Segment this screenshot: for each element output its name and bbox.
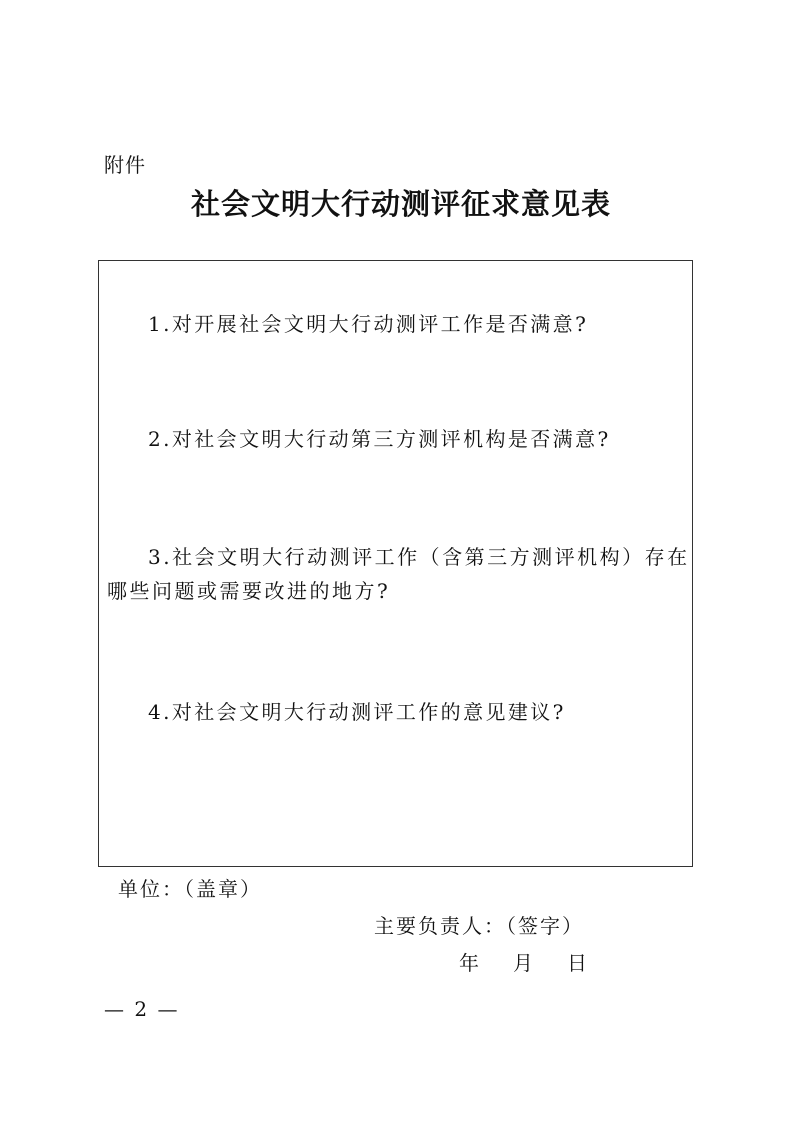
date-year-label: 年	[459, 951, 481, 975]
page-title: 社会文明大行动测评征求意见表	[190, 187, 611, 221]
date-line	[459, 948, 589, 978]
question-1: 1.对开展社会文明大行动测评工作是否满意?	[148, 312, 589, 336]
opinion-form-box	[98, 260, 693, 867]
question-4: 4.对社会文明大行动测评工作的意见建议?	[148, 700, 566, 724]
responsible-person-signature-line: 主要负责人：（签字）	[374, 914, 584, 938]
date-day-label: 日	[567, 951, 589, 975]
attachment-label: 附件	[104, 153, 146, 177]
date-month-label: 月	[513, 951, 535, 975]
page-number: — 2 —	[104, 997, 180, 1021]
question-2: 2.对社会文明大行动第三方测评机构是否满意?	[148, 427, 611, 451]
unit-seal-line: 单位：（盖章）	[118, 877, 262, 901]
question-3: 3.社会文明大行动测评工作（含第三方测评机构）存在哪些问题或需要改进的地方?	[107, 545, 690, 603]
